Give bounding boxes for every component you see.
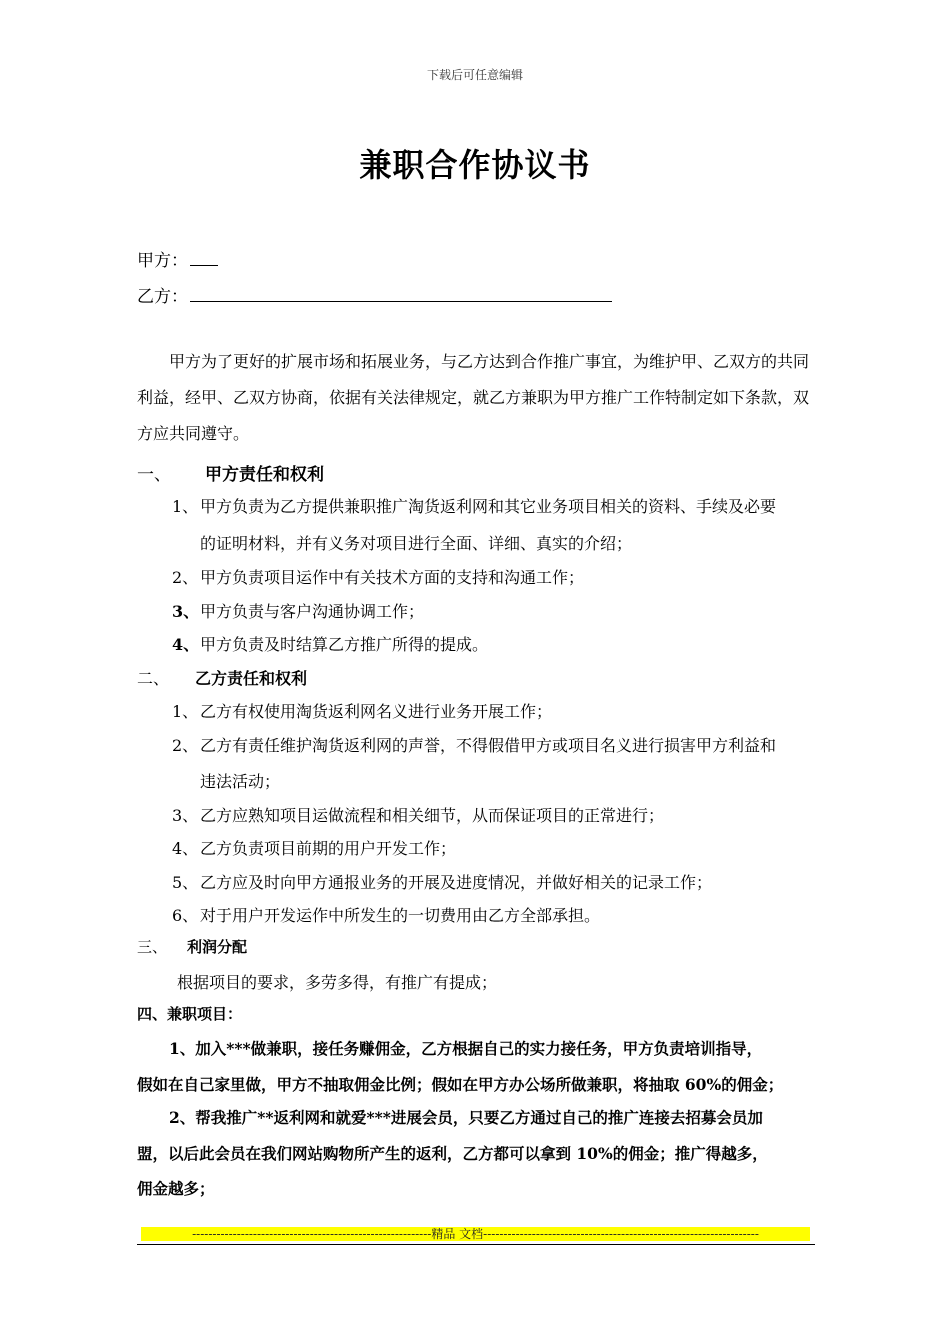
list-item (172, 494, 776, 517)
party-a-line (137, 246, 218, 271)
item-number: 6、 (172, 906, 199, 925)
item-number: 5、 (172, 873, 199, 892)
list-item (172, 803, 664, 826)
document-title: 兼职合作协议书 (359, 146, 591, 184)
item-text: 甲方负责及时结算乙方推广所得的提成。 (200, 635, 489, 654)
party-a-blank (190, 251, 218, 266)
footer-divider (137, 1244, 815, 1245)
section-title: 乙方责任和权利 (195, 669, 308, 688)
item-text: 甲方负责与客户沟通协调工作； (200, 602, 425, 621)
section-title: 甲方责任和权利 (205, 465, 324, 485)
list-item (172, 836, 456, 859)
list-item-continuation: 违法活动； (200, 772, 281, 791)
party-b-label: 乙方： (137, 287, 188, 307)
item-text: 乙方有责任维护淘货返利网的声誉，不得假借甲方或项目名义进行损害甲方利益和 (200, 736, 777, 755)
list-item (172, 599, 424, 622)
item-text: 乙方应及时向甲方通报业务的开展及进度情况，并做好相关的记录工作； (200, 873, 713, 892)
section-number: 三、 (137, 938, 168, 956)
list-item (172, 870, 712, 893)
item-number: 2、 (172, 736, 199, 755)
list-item (172, 903, 600, 926)
item-number: 3、 (172, 602, 200, 621)
item-text: 乙方有权使用淘货返利网名义进行业务开展工作； (200, 702, 553, 721)
item-text: 乙方应熟知项目运做流程和相关细节，从而保证项目的正常进行； (200, 806, 665, 825)
item-number: 1、 (172, 702, 199, 721)
section-4-paragraph-1-cont: 假如在自己家里做，甲方不抽取佣金比例；假如在甲方办公场所做兼职，将抽取 60%的佣金； (137, 1075, 784, 1094)
intro-paragraph: 甲方为了更好的扩展市场和拓展业务，与乙方达到合作推广事宜，为维护甲、乙双方的共同利益，经甲、乙双方协商，依据有关法律规定，就乙方兼职为甲方推广工作特制定如下条款，双方应共同遵守。 (137, 352, 810, 443)
section-4-paragraph-2: 2、帮我推广**返利网和就爱***进展会员，只要乙方通过自己的推广连接去招募会员加 (169, 1108, 763, 1127)
item-text: 甲方负责项目运作中有关技术方面的支持和沟通工作； (200, 568, 585, 587)
party-a-label: 甲方： (137, 251, 188, 271)
list-item (172, 565, 584, 588)
item-number: 4、 (172, 839, 199, 858)
header-note: 下载后可任意编辑 (426, 68, 523, 82)
item-number: 1、 (172, 497, 199, 516)
item-text: 乙方负责项目前期的用户开发工作； (200, 839, 457, 858)
section-4-paragraph-2-end: 佣金越多； (137, 1179, 215, 1198)
list-item (172, 699, 552, 722)
party-b-blank (190, 287, 612, 302)
section-2-heading (137, 666, 307, 689)
section-3-text: 根据项目的要求，多劳多得，有推广有提成； (177, 973, 498, 992)
item-text: 甲方负责为乙方提供兼职推广淘货返利网和其它业务项目相关的资料、手续及必要 (200, 497, 777, 516)
item-text: 对于用户开发运作中所发生的一切费用由乙方全部承担。 (200, 906, 601, 925)
party-b-line (137, 282, 612, 307)
item-number: 2、 (172, 568, 199, 587)
section-3-heading (137, 936, 247, 957)
item-number: 4、 (172, 635, 200, 654)
list-item (172, 733, 776, 756)
section-4-paragraph-2-cont: 盟，以后此会员在我们网站购物所产生的返利，乙方都可以拿到 10%的佣金；推广得越多， (137, 1144, 768, 1163)
section-1-heading (137, 460, 324, 485)
footer-banner: -----------------------------------------------------------精品 文档-------------------------------------------------------------------- (141, 1227, 810, 1241)
section-4-heading: 四、兼职项目： (137, 1005, 243, 1023)
item-number: 3、 (172, 806, 199, 825)
section-title: 利润分配 (187, 938, 248, 956)
section-4-paragraph-1: 1、加入***做兼职，接任务赚佣金，乙方根据自己的实力接任务，甲方负责培训指导， (169, 1039, 763, 1058)
section-number: 一、 (137, 465, 171, 485)
list-item-continuation: 的证明材料，并有义务对项目进行全面、详细、真实的介绍； (200, 534, 633, 553)
list-item (172, 632, 488, 655)
section-number: 二、 (137, 669, 170, 688)
